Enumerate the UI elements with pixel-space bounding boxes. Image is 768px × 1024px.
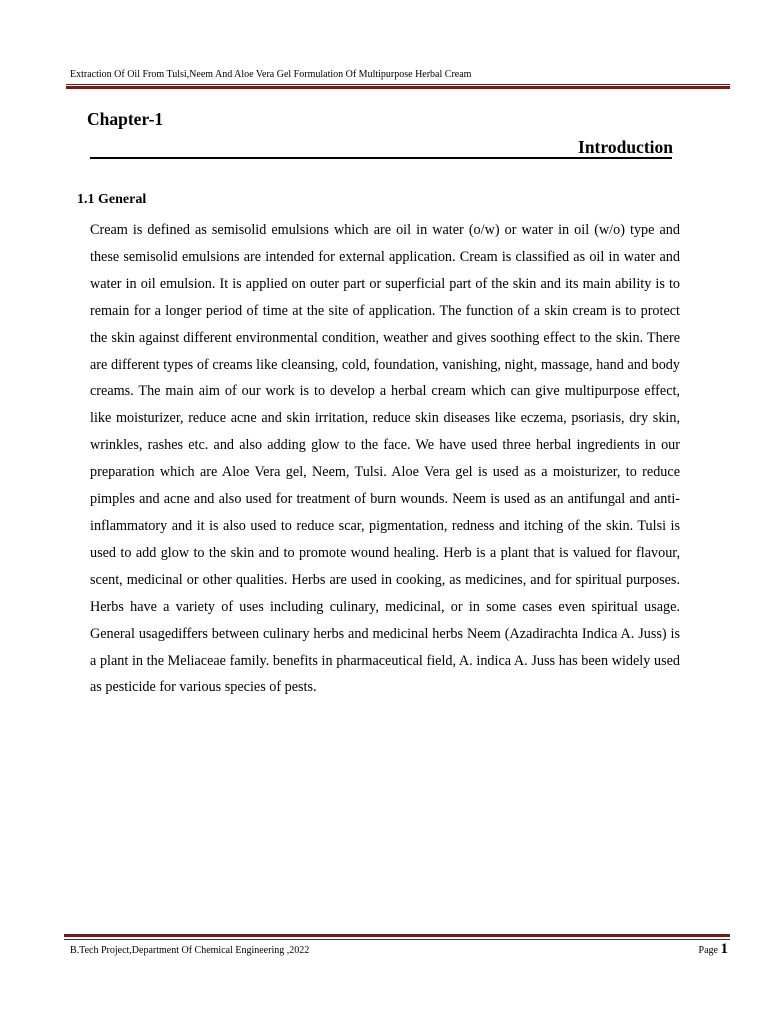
header-rule-thin — [66, 84, 730, 85]
chapter-title: Introduction — [578, 137, 673, 157]
page-number: 1 — [720, 941, 728, 957]
page-label: Page — [698, 945, 718, 956]
title-underline — [90, 157, 672, 159]
footer-rule-thin — [64, 939, 730, 940]
running-header: Extraction Of Oil From Tulsi,Neem And Aloe Vera Gel Formulation Of Multipurpose Herbal Cream — [70, 69, 472, 80]
body-paragraph: Cream is defined as semisolid emulsions which are oil in water (o/w) or water in oil (w/o) type and these semisolid emulsions are intended for external application. Cream is classified as oil in water and water in oil emulsion. It is applied on outer part or superficial part of the skin and its main ability is to remain for a longer period of time at the site of application. The function of a skin cream is to protect the skin against different environmental condition, weather and gives soothing effect to the skin. There are different types of creams like cleansing, cold, foundation, vanishing, night, massage, hand and body creams. The main aim of our work is to develop a herbal cream which can give multipurpose effect, like moisturizer, reduce acne and skin irritation, reduce skin diseases like eczema, psoriasis, dry skin, wrinkles, rashes etc. and also adding glow to the face. We have used three herbal ingredients in our preparation which are Aloe Vera gel, Neem, Tulsi. Aloe Vera gel is used as a moisturizer, to reduce pimples and acne and also used for treatment of burn wounds. Neem is used as an antifungal and anti-inflammatory and it is also used to reduce scar, pigmentation, redness and itching of the skin. Tulsi is used to add glow to the skin and to promote wound healing. Herb is a plant that is valued for flavour, scent, medicinal or other qualities. Herbs are used in cooking, as medicines, and for spiritual purposes. Herbs have a variety of uses including culinary, medicinal, or in some cases even spiritual usage. General usagediffers between culinary herbs and medicinal herbs Neem (Azadirachta Indica A. Juss) is a plant in the Meliaceae family. benefits in pharmaceutical field, A. indica A. Juss has been widely used as pesticide for various species of pests. — [90, 222, 680, 696]
footer-page — [699, 941, 728, 958]
header-rule-thick — [66, 86, 730, 89]
footer-left-text: B.Tech Project,Department Of Chemical Engineering ,2022 — [70, 945, 310, 956]
chapter-label: Chapter-1 — [87, 109, 164, 129]
footer-rule-thick — [64, 934, 730, 937]
section-heading: 1.1 General — [77, 192, 147, 207]
